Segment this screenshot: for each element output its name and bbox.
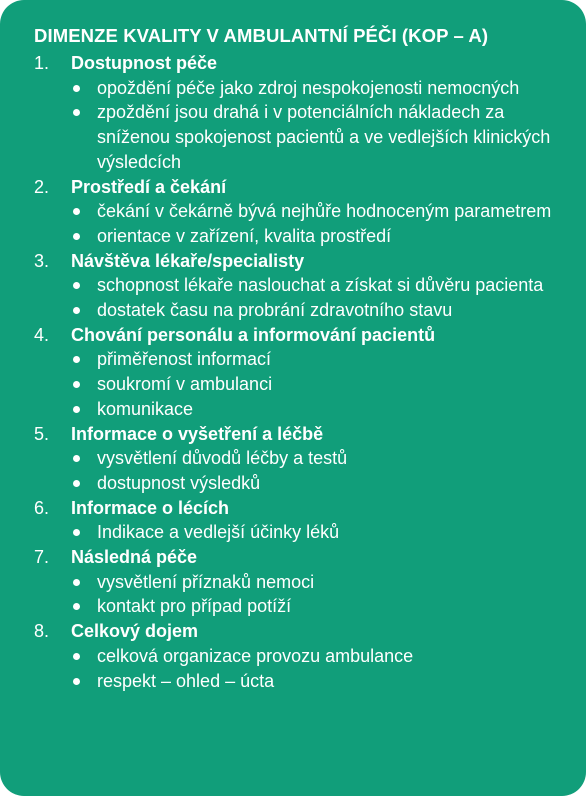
dimension-heading — [34, 422, 566, 447]
dimension-heading — [34, 249, 566, 274]
dimension-section — [34, 323, 566, 422]
dimension-bullet-list — [34, 520, 566, 545]
bullet-text: Indikace a vedlejší účinky léků — [97, 522, 340, 543]
dimension-bullet — [34, 224, 566, 249]
bullet-dot-icon — [71, 669, 97, 694]
bullet-dot-icon — [71, 397, 97, 422]
dimension-bullet — [34, 298, 566, 323]
dimension-bullet — [34, 397, 566, 422]
bullet-dot-icon — [71, 644, 97, 669]
bullet-text: vysvětlení příznaků nemoci — [97, 571, 315, 592]
bullet-text: přiměřenost informací — [97, 349, 272, 370]
dimension-section — [34, 619, 566, 693]
dimension-number: 3. — [34, 250, 50, 271]
dimension-section — [34, 422, 566, 496]
bullet-dot-icon — [71, 224, 97, 249]
dimension-bullet — [34, 669, 566, 694]
bullet-dot-icon — [71, 446, 97, 471]
dimension-number: 6. — [34, 497, 50, 518]
bullet-dot-icon — [71, 298, 97, 323]
dimension-section — [34, 496, 566, 545]
dimension-bullet — [34, 644, 566, 669]
dimension-bullet-list — [34, 273, 566, 322]
dimension-heading — [34, 51, 566, 76]
bullet-text: respekt – ohled – úcta — [97, 670, 275, 691]
bullet-text: čekání v čekárně bývá nejhůře hodnoceným parametrem — [97, 201, 552, 222]
dimension-bullet — [34, 594, 566, 619]
bullet-text: orientace v zařízení, kvalita prostředí — [97, 225, 392, 246]
bullet-text: celková organizace provozu ambulance — [97, 645, 414, 666]
dimension-heading — [34, 496, 566, 521]
dimension-number: 1. — [34, 53, 50, 73]
bullet-text: opoždění péče jako zdroj nespokojenosti nemocných — [97, 77, 520, 98]
bullet-dot-icon — [71, 471, 97, 496]
bullet-text: schopnost lékaře naslouchat a získat si důvěru pacienta — [97, 275, 544, 296]
dimension-section — [34, 175, 566, 249]
dimension-number: 7. — [34, 547, 50, 568]
dimension-title: Následná péče — [71, 547, 198, 568]
dimension-bullet-list — [34, 446, 566, 495]
dimension-bullet — [34, 446, 566, 471]
bullet-text: zpoždění jsou drahá i v potenciálních nákladech za sníženou spokojenost pacientů a ve vedlejších klinických výsledcích — [97, 102, 551, 172]
bullet-dot-icon — [71, 520, 97, 545]
dimension-section — [34, 51, 566, 175]
dimension-title: Dostupnost péče — [71, 53, 218, 73]
dimension-bullet-list — [34, 570, 566, 619]
dimension-number: 5. — [34, 423, 50, 444]
dimension-title: Návštěva lékaře/specialisty — [71, 250, 305, 271]
dimension-bullet-list — [34, 644, 566, 693]
dimension-bullet — [34, 76, 566, 101]
dimension-bullet-list — [34, 347, 566, 421]
bullet-dot-icon — [71, 594, 97, 619]
bullet-text: dostatek času na probrání zdravotního stavu — [97, 300, 453, 321]
bullet-dot-icon — [71, 273, 97, 298]
dimension-title: Chování personálu a informování pacientů — [71, 324, 436, 345]
dimensions-list — [34, 51, 566, 693]
dimension-bullet — [34, 570, 566, 595]
bullet-dot-icon — [71, 76, 97, 101]
dimension-heading — [34, 175, 566, 200]
dimension-heading — [34, 619, 566, 644]
bullet-dot-icon — [71, 199, 97, 224]
dimension-bullet-list — [34, 76, 566, 175]
bullet-dot-icon — [71, 372, 97, 397]
bullet-dot-icon — [71, 347, 97, 372]
dimension-bullet-list — [34, 199, 566, 248]
dimension-bullet — [34, 520, 566, 545]
dimension-section — [34, 545, 566, 619]
panel-title: DIMENZE KVALITY V AMBULANTNÍ PÉČI (KOP – A) — [34, 25, 489, 46]
dimension-number: 4. — [34, 324, 50, 345]
dimension-bullet — [34, 471, 566, 496]
bullet-dot-icon — [71, 100, 97, 174]
dimension-number: 2. — [34, 176, 50, 197]
bullet-dot-icon — [71, 570, 97, 595]
dimension-heading — [34, 545, 566, 570]
dimension-title: Informace o vyšetření a léčbě — [71, 423, 324, 444]
dimension-bullet — [34, 199, 566, 224]
bullet-text: soukromí v ambulanci — [97, 374, 273, 395]
dimension-number: 8. — [34, 621, 50, 642]
bullet-text: kontakt pro případ potíží — [97, 596, 292, 617]
dimension-bullet — [34, 372, 566, 397]
dimension-bullet — [34, 273, 566, 298]
bullet-text: vysvětlení důvodů léčby a testů — [97, 448, 348, 469]
bullet-text: komunikace — [97, 398, 194, 419]
dimension-title: Informace o lécích — [71, 497, 230, 518]
dimension-title: Celkový dojem — [71, 621, 199, 642]
bullet-text: dostupnost výsledků — [97, 472, 261, 493]
dimension-section — [34, 249, 566, 323]
dimension-bullet — [34, 100, 566, 174]
dimension-bullet — [34, 347, 566, 372]
dimension-heading — [34, 323, 566, 348]
dimension-title: Prostředí a čekání — [71, 176, 227, 197]
